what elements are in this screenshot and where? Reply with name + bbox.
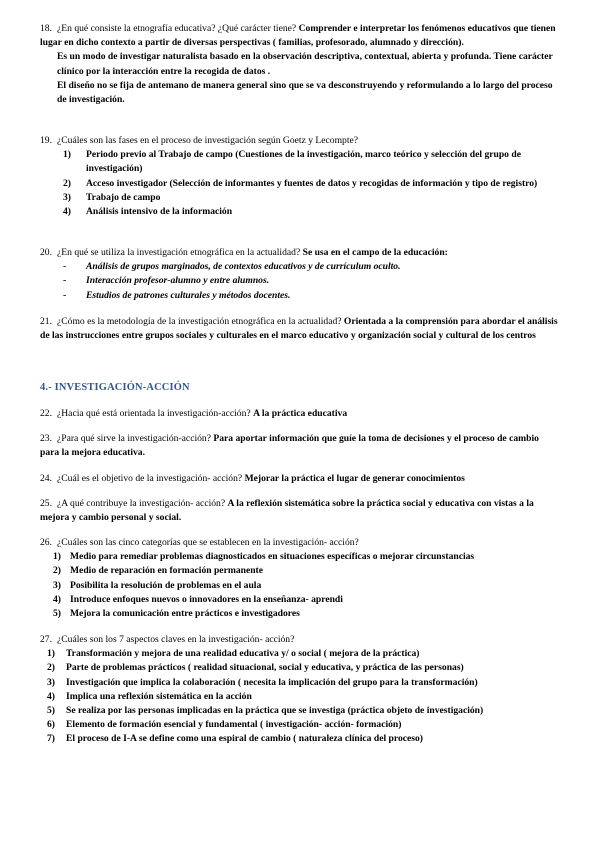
list-item: 1) Medio para remediar problemas diagnosticados en situaciones específicas o mejorar circunstancias xyxy=(53,551,475,563)
category-list xyxy=(40,550,560,621)
answer-text: El diseño no se fija de antemano de manera general sino que se va desconstruyendo y reformulando a lo largo del proceso de investigación. xyxy=(57,79,553,106)
list-item: - Estudios de patrones culturales y métodos docentes. xyxy=(63,289,291,301)
question-number: 18. xyxy=(40,23,52,34)
answer-text: A la reflexión sistemática sobre la práctica social y educativa con vistas a la mejora y cambio personal y social. xyxy=(40,498,534,524)
answer-text: A la práctica educativa xyxy=(253,408,348,419)
question-25 xyxy=(40,497,560,525)
question-number: 19. xyxy=(40,135,52,146)
question-text: ¿Cómo es la metodología de la investigación etnográfica en la actualidad? xyxy=(57,316,342,327)
phase-list xyxy=(40,148,560,219)
list-item: 4) Introduce enfoques nuevos o innovadores en la enseñanza- aprendi xyxy=(53,593,343,605)
aspect-list xyxy=(40,647,560,746)
question-21 xyxy=(40,315,560,343)
question-number: 21. xyxy=(40,316,52,327)
question-text: ¿Para qué sirve la investigación-acción? xyxy=(57,433,211,444)
list-item: - Análisis de grupos marginados, de contextos educativos y de currículum oculto. xyxy=(63,261,401,273)
question-number: 24. xyxy=(40,473,52,484)
question-20 xyxy=(40,246,560,303)
list-item: 4) Análisis intensivo de la información xyxy=(63,206,233,218)
question-text: ¿En qué se utiliza la investigación etnográfica en la actualidad? xyxy=(57,247,301,258)
question-text: ¿Cuál es el objetivo de la investigación- acción? xyxy=(57,473,243,484)
question-text: ¿Cuáles son los 7 aspectos claves en la investigación- acción? xyxy=(57,634,295,645)
list-item: 3) Posibilita la resolución de problemas en el aula xyxy=(53,579,262,591)
question-18 xyxy=(40,22,560,107)
list-item: 4) Implica una reflexión sistemática en la acción xyxy=(47,690,252,702)
question-26 xyxy=(40,536,560,621)
answer-text: Comprender e interpretar los fenómenos educativos que tienen lugar en dicho contexto a partir de diversas perspectivas ( familias, profesorado, alumnado y dirección). xyxy=(40,23,556,49)
list-item: 3) Trabajo de campo xyxy=(63,191,161,203)
question-number: 27. xyxy=(40,634,52,645)
question-number: 23. xyxy=(40,433,52,444)
question-23 xyxy=(40,432,560,460)
list-item: 6) Elemento de formación esencial y fundamental ( investigación- acción- formación) xyxy=(47,719,402,731)
list-item: 1) Periodo previo al Trabajo de campo (Cuestiones de la investigación, marco teórico y selección del grupo de investigación) xyxy=(63,149,521,175)
question-number: 20. xyxy=(40,247,52,258)
answer-text: Para aportar información que guíe la toma de decisiones y el proceso de cambio para la mejora educativa. xyxy=(40,433,539,459)
list-item: 2) Acceso investigador (Selección de informantes y fuentes de datos y recogidas de información y tipo de registro) xyxy=(63,177,538,189)
question-number: 25. xyxy=(40,498,52,509)
question-text: ¿Cuáles son las cinco categorías que se establecen en la investigación- acción? xyxy=(57,537,359,548)
answer-text: Orientada a la comprensión para abordar el análisis de las instrucciones entre grupos sociales y culturales en el marco educativo y organización social y cultural de los centros xyxy=(40,316,558,342)
question-24 xyxy=(40,472,560,486)
question-text: ¿Cuáles son las fases en el proceso de investigación según Goetz y Lecompte? xyxy=(57,135,359,146)
usage-list xyxy=(40,260,560,303)
list-item: 1) Transformación y mejora de una realidad educativa y/ o social ( mejora de la práctica) xyxy=(47,648,420,660)
question-27 xyxy=(40,633,560,747)
list-item: 2) Parte de problemas prácticos ( realidad situacional, social y educativa, y práctica de las personas) xyxy=(47,662,464,674)
question-text: ¿A qué contribuye la investigación- acción? xyxy=(57,498,226,509)
answer-text: Mejorar la práctica el lugar de generar conocimientos xyxy=(244,473,465,484)
question-text: ¿Hacia qué está orientada la investigación-acción? xyxy=(57,408,251,419)
list-item: 5) Se realiza por las personas implicadas en la práctica que se investiga (práctica objeto de investigación) xyxy=(47,705,484,717)
list-item: 5) Mejora la comunicación entre prácticos e investigadores xyxy=(53,608,300,620)
answer-text: Es un modo de investigar naturalista basado en la observación descriptiva, contextual, abierta y profunda. Tiene carácter clínico por la interacción entre la recogida de datos . xyxy=(57,51,553,77)
list-item: 3) Investigación que implica la colaboración ( necesita la implicación del grupo para la transformación) xyxy=(47,676,478,688)
question-number: 26. xyxy=(40,537,52,548)
list-item: 7) El proceso de I-A se define como una espiral de cambio ( naturaleza clínica del proceso) xyxy=(47,733,423,745)
question-22 xyxy=(40,407,560,421)
list-item: 2) Medio de reparación en formación permanente xyxy=(53,565,263,577)
question-19 xyxy=(40,134,560,219)
section-heading: 4.- INVESTIGACIÓN-ACCIÓN xyxy=(40,382,190,393)
question-number: 22. xyxy=(40,408,52,419)
question-text: ¿En qué consiste la etnografía educativa? ¿Qué carácter tiene? xyxy=(57,23,297,34)
answer-text: Se usa en el campo de la educación: xyxy=(302,247,448,258)
list-item: - Interacción profesor-alumno y entre alumnos. xyxy=(63,275,270,287)
